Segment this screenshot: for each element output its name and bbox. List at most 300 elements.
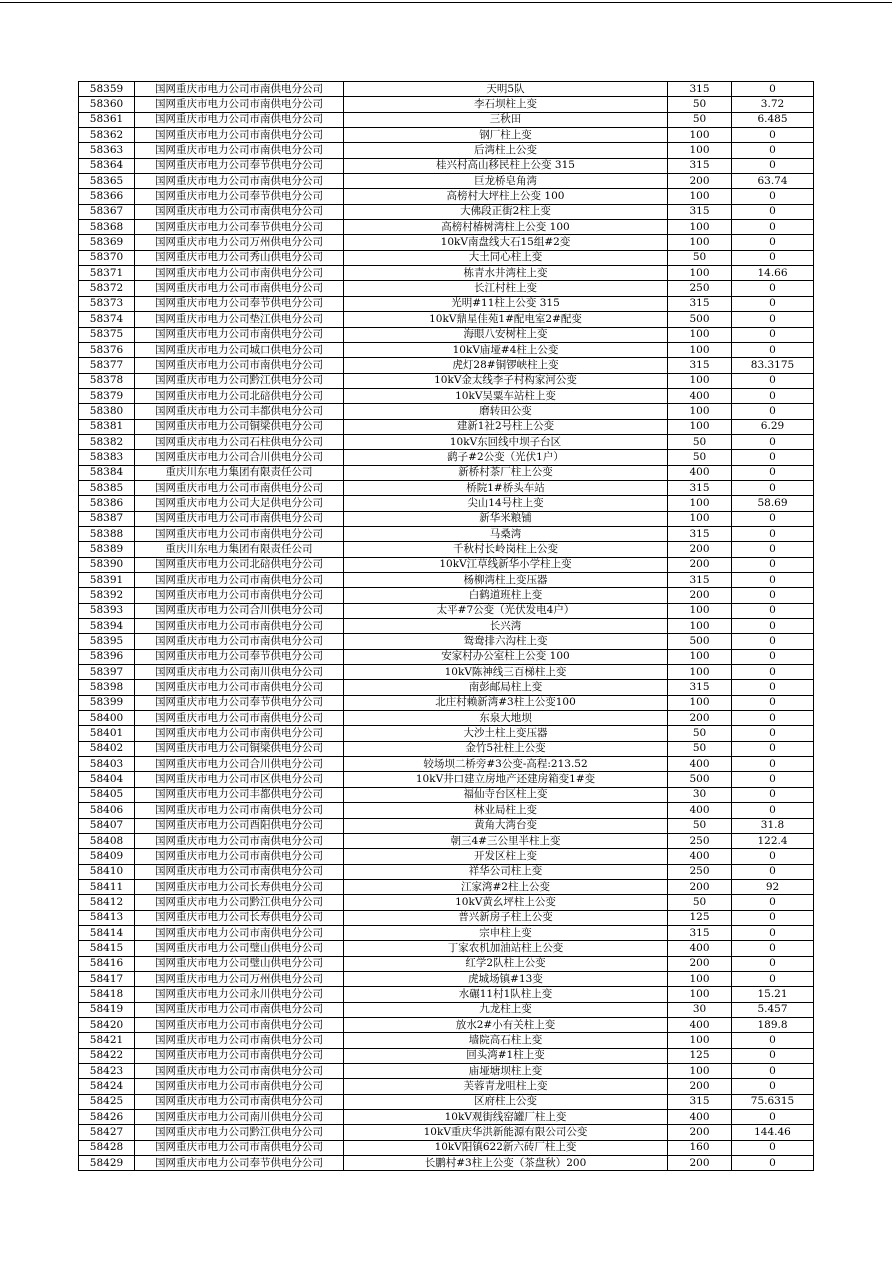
capacity-cell: 100 xyxy=(668,971,732,986)
transformer-name-cell: 北庄村赖新湾#3柱上公变100 xyxy=(344,695,668,710)
transformer-name-cell: 10kV东回线中坝子台区 xyxy=(344,434,668,449)
value-cell: 0 xyxy=(732,1110,814,1125)
table-row xyxy=(79,1125,814,1140)
transformer-name-cell: 白鹤道班柱上变 xyxy=(344,588,668,603)
transformer-name-cell: 开发区柱上变 xyxy=(344,849,668,864)
transformer-name-cell: 栋青水井湾柱上变 xyxy=(344,266,668,281)
value-cell: 58.69 xyxy=(732,496,814,511)
company-cell: 国网重庆市电力公司市南供电分公司 xyxy=(135,573,344,588)
table-row xyxy=(79,557,814,572)
transformer-name-cell: 建新1社2号柱上公变 xyxy=(344,419,668,434)
company-cell: 国网重庆市电力公司奉节供电分公司 xyxy=(135,189,344,204)
company-cell: 国网重庆市电力公司市南供电分公司 xyxy=(135,1064,344,1079)
transformer-name-cell: 10kV黄幺坪柱上公变 xyxy=(344,895,668,910)
value-cell: 31.8 xyxy=(732,818,814,833)
value-cell: 0 xyxy=(732,465,814,480)
company-cell: 国网重庆市电力公司丰都供电分公司 xyxy=(135,787,344,802)
table-row xyxy=(79,956,814,971)
row-id-cell: 58384 xyxy=(79,465,135,480)
row-id-cell: 58417 xyxy=(79,971,135,986)
capacity-cell: 400 xyxy=(668,757,732,772)
value-cell: 0 xyxy=(732,925,814,940)
row-id-cell: 58397 xyxy=(79,665,135,680)
company-cell: 国网重庆市电力公司黔江供电分公司 xyxy=(135,1125,344,1140)
capacity-cell: 100 xyxy=(668,189,732,204)
table-row xyxy=(79,1064,814,1079)
table-row xyxy=(79,112,814,127)
company-cell: 国网重庆市电力公司市南供电分公司 xyxy=(135,281,344,296)
capacity-cell: 315 xyxy=(668,925,732,940)
transformer-name-cell: 钢厂柱上变 xyxy=(344,128,668,143)
transformer-name-cell: 天明5队 xyxy=(344,82,668,97)
table-row xyxy=(79,1017,814,1032)
capacity-cell: 315 xyxy=(668,158,732,173)
company-cell: 国网重庆市电力公司市南供电分公司 xyxy=(135,112,344,127)
value-cell: 0 xyxy=(732,1156,814,1171)
capacity-cell: 200 xyxy=(668,1156,732,1171)
capacity-cell: 200 xyxy=(668,542,732,557)
transformer-name-cell: 宗申柱上变 xyxy=(344,925,668,940)
value-cell: 0 xyxy=(732,603,814,618)
value-cell: 0 xyxy=(732,388,814,403)
capacity-cell: 200 xyxy=(668,174,732,189)
table-row xyxy=(79,434,814,449)
row-id-cell: 58421 xyxy=(79,1033,135,1048)
transformer-name-cell: 鸳鸯排六沟柱上变 xyxy=(344,634,668,649)
table-row xyxy=(79,573,814,588)
table-row xyxy=(79,327,814,342)
row-id-cell: 58369 xyxy=(79,235,135,250)
capacity-cell: 315 xyxy=(668,296,732,311)
transformer-name-cell: 普兴新房子柱上公变 xyxy=(344,910,668,925)
value-cell: 6.29 xyxy=(732,419,814,434)
row-id-cell: 58422 xyxy=(79,1048,135,1063)
table-row xyxy=(79,787,814,802)
table-row xyxy=(79,480,814,495)
company-cell: 国网重庆市电力公司市南供电分公司 xyxy=(135,174,344,189)
row-id-cell: 58420 xyxy=(79,1017,135,1032)
table-row xyxy=(79,711,814,726)
row-id-cell: 58406 xyxy=(79,803,135,818)
capacity-cell: 50 xyxy=(668,741,732,756)
transformer-name-cell: 安家村办公室柱上公变 100 xyxy=(344,649,668,664)
transformer-name-cell: 丁家农机加油站柱上公变 xyxy=(344,941,668,956)
capacity-cell: 50 xyxy=(668,818,732,833)
table-row xyxy=(79,1140,814,1155)
value-cell: 83.3175 xyxy=(732,358,814,373)
value-cell: 92 xyxy=(732,879,814,894)
company-cell: 国网重庆市电力公司南川供电分公司 xyxy=(135,1110,344,1125)
table-row xyxy=(79,404,814,419)
value-cell: 63.74 xyxy=(732,174,814,189)
table-row xyxy=(79,1079,814,1094)
row-id-cell: 58419 xyxy=(79,1002,135,1017)
row-id-cell: 58387 xyxy=(79,511,135,526)
table-row xyxy=(79,941,814,956)
table-row xyxy=(79,220,814,235)
value-cell: 0 xyxy=(732,450,814,465)
value-cell: 0 xyxy=(732,511,814,526)
value-cell: 0 xyxy=(732,235,814,250)
table-row xyxy=(79,97,814,112)
transformer-name-cell: 鹞子#2公变（光伏1户） xyxy=(344,450,668,465)
company-cell: 国网重庆市电力公司奉节供电分公司 xyxy=(135,296,344,311)
transformer-name-cell: 桥院1#桥头车站 xyxy=(344,480,668,495)
transformer-name-cell: 10kV庙垭#4柱上公变 xyxy=(344,342,668,357)
transformer-name-cell: 金竹5社柱上公变 xyxy=(344,741,668,756)
company-cell: 国网重庆市电力公司黔江供电分公司 xyxy=(135,895,344,910)
value-cell: 0 xyxy=(732,864,814,879)
transformer-name-cell: 区府柱上公变 xyxy=(344,1094,668,1109)
capacity-cell: 50 xyxy=(668,97,732,112)
row-id-cell: 58398 xyxy=(79,680,135,695)
value-cell: 0 xyxy=(732,281,814,296)
table-row xyxy=(79,1002,814,1017)
transformer-name-cell: 较场坝二桥旁#3公变-高程:213.52 xyxy=(344,757,668,772)
table-row xyxy=(79,235,814,250)
table-row xyxy=(79,373,814,388)
value-cell: 0 xyxy=(732,342,814,357)
capacity-cell: 50 xyxy=(668,726,732,741)
value-cell: 0 xyxy=(732,1048,814,1063)
company-cell: 国网重庆市电力公司市南供电分公司 xyxy=(135,1140,344,1155)
company-cell: 国网重庆市电力公司市南供电分公司 xyxy=(135,864,344,879)
company-cell: 国网重庆市电力公司北碚供电分公司 xyxy=(135,557,344,572)
value-cell: 0 xyxy=(732,1033,814,1048)
row-id-cell: 58427 xyxy=(79,1125,135,1140)
row-id-cell: 58375 xyxy=(79,327,135,342)
capacity-cell: 30 xyxy=(668,787,732,802)
company-cell: 国网重庆市电力公司市南供电分公司 xyxy=(135,619,344,634)
company-cell: 国网重庆市电力公司合川供电分公司 xyxy=(135,757,344,772)
table-row xyxy=(79,189,814,204)
company-cell: 国网重庆市电力公司市南供电分公司 xyxy=(135,1094,344,1109)
transformer-name-cell: 长兴湾 xyxy=(344,619,668,634)
value-cell: 0 xyxy=(732,1064,814,1079)
row-id-cell: 58362 xyxy=(79,128,135,143)
company-cell: 国网重庆市电力公司长寿供电分公司 xyxy=(135,879,344,894)
value-cell: 0 xyxy=(732,910,814,925)
company-cell: 国网重庆市电力公司石柱供电分公司 xyxy=(135,434,344,449)
table-row xyxy=(79,296,814,311)
capacity-cell: 400 xyxy=(668,803,732,818)
company-cell: 国网重庆市电力公司万州供电分公司 xyxy=(135,971,344,986)
transformer-name-cell: 新华米粮铺 xyxy=(344,511,668,526)
row-id-cell: 58400 xyxy=(79,711,135,726)
value-cell: 0 xyxy=(732,711,814,726)
capacity-cell: 315 xyxy=(668,1094,732,1109)
table-row xyxy=(79,250,814,265)
capacity-cell: 50 xyxy=(668,434,732,449)
row-id-cell: 58405 xyxy=(79,787,135,802)
transformer-name-cell: 高榜村椿树湾柱上公变 100 xyxy=(344,220,668,235)
row-id-cell: 58410 xyxy=(79,864,135,879)
row-id-cell: 58409 xyxy=(79,849,135,864)
row-id-cell: 58390 xyxy=(79,557,135,572)
capacity-cell: 250 xyxy=(668,833,732,848)
value-cell: 0 xyxy=(732,680,814,695)
transformer-name-cell: 九龙柱上变 xyxy=(344,1002,668,1017)
transformer-name-cell: 庙垭塘坝柱上变 xyxy=(344,1064,668,1079)
row-id-cell: 58386 xyxy=(79,496,135,511)
value-cell: 0 xyxy=(732,665,814,680)
row-id-cell: 58411 xyxy=(79,879,135,894)
row-id-cell: 58425 xyxy=(79,1094,135,1109)
capacity-cell: 160 xyxy=(668,1140,732,1155)
company-cell: 重庆川东电力集团有限责任公司 xyxy=(135,465,344,480)
row-id-cell: 58429 xyxy=(79,1156,135,1171)
value-cell: 0 xyxy=(732,250,814,265)
capacity-cell: 125 xyxy=(668,1048,732,1063)
transformer-name-cell: 南彭邮局柱上变 xyxy=(344,680,668,695)
value-cell: 189.8 xyxy=(732,1017,814,1032)
table-row xyxy=(79,312,814,327)
company-cell: 国网重庆市电力公司市南供电分公司 xyxy=(135,266,344,281)
value-cell: 0 xyxy=(732,542,814,557)
row-id-cell: 58408 xyxy=(79,833,135,848)
transformer-name-cell: 千秋村长岭岗柱上公变 xyxy=(344,542,668,557)
table-row xyxy=(79,143,814,158)
capacity-cell: 100 xyxy=(668,404,732,419)
capacity-cell: 100 xyxy=(668,695,732,710)
transformer-name-cell: 芙蓉青龙咀柱上变 xyxy=(344,1079,668,1094)
value-cell: 3.72 xyxy=(732,97,814,112)
capacity-cell: 400 xyxy=(668,849,732,864)
capacity-cell: 200 xyxy=(668,956,732,971)
table-row xyxy=(79,358,814,373)
transformer-name-cell: 高榜村大坪柱上公变 100 xyxy=(344,189,668,204)
transformer-name-cell: 10kV陈神线三百梯柱上变 xyxy=(344,665,668,680)
value-cell: 75.6315 xyxy=(732,1094,814,1109)
table-row xyxy=(79,496,814,511)
capacity-cell: 100 xyxy=(668,649,732,664)
capacity-cell: 400 xyxy=(668,1017,732,1032)
row-id-cell: 58389 xyxy=(79,542,135,557)
row-id-cell: 58403 xyxy=(79,757,135,772)
company-cell: 国网重庆市电力公司合川供电分公司 xyxy=(135,603,344,618)
company-cell: 国网重庆市电力公司市南供电分公司 xyxy=(135,925,344,940)
transformer-name-cell: 李石坝柱上变 xyxy=(344,97,668,112)
transformer-name-cell: 虎灯28#铜锣峡柱上变 xyxy=(344,358,668,373)
value-cell: 0 xyxy=(732,649,814,664)
table-row xyxy=(79,465,814,480)
transformer-name-cell: 虎城场镇#13变 xyxy=(344,971,668,986)
row-id-cell: 58380 xyxy=(79,404,135,419)
table-row xyxy=(79,342,814,357)
row-id-cell: 58370 xyxy=(79,250,135,265)
company-cell: 国网重庆市电力公司秀山供电分公司 xyxy=(135,250,344,265)
company-cell: 国网重庆市电力公司市南供电分公司 xyxy=(135,634,344,649)
transformer-name-cell: 大沙土柱上变压器 xyxy=(344,726,668,741)
capacity-cell: 100 xyxy=(668,1033,732,1048)
company-cell: 国网重庆市电力公司市南供电分公司 xyxy=(135,1017,344,1032)
transformer-name-cell: 10kV鼎星佳苑1#配电室2#配变 xyxy=(344,312,668,327)
transformer-name-cell: 后湾柱上公变 xyxy=(344,143,668,158)
transformer-name-cell: 福仙寺台区柱上变 xyxy=(344,787,668,802)
capacity-cell: 200 xyxy=(668,588,732,603)
row-id-cell: 58394 xyxy=(79,619,135,634)
company-cell: 国网重庆市电力公司市区供电分公司 xyxy=(135,772,344,787)
capacity-cell: 200 xyxy=(668,1125,732,1140)
transformer-name-cell: 放水2#小有关柱上变 xyxy=(344,1017,668,1032)
transformer-name-cell: 尖山14号柱上变 xyxy=(344,496,668,511)
company-cell: 国网重庆市电力公司市南供电分公司 xyxy=(135,97,344,112)
transformer-name-cell: 杨柳湾柱上变压器 xyxy=(344,573,668,588)
value-cell: 122.4 xyxy=(732,833,814,848)
value-cell: 5.457 xyxy=(732,1002,814,1017)
company-cell: 国网重庆市电力公司奉节供电分公司 xyxy=(135,220,344,235)
transformer-name-cell: 10kV观街线窑罐厂柱上变 xyxy=(344,1110,668,1125)
value-cell: 0 xyxy=(732,158,814,173)
transformer-name-cell: 10kV江草线新华小学柱上变 xyxy=(344,557,668,572)
row-id-cell: 58363 xyxy=(79,143,135,158)
capacity-cell: 100 xyxy=(668,143,732,158)
company-cell: 国网重庆市电力公司市南供电分公司 xyxy=(135,1079,344,1094)
table-row xyxy=(79,419,814,434)
transformer-name-cell: 太平#7公变（光伏发电4户） xyxy=(344,603,668,618)
capacity-cell: 400 xyxy=(668,465,732,480)
company-cell: 国网重庆市电力公司市南供电分公司 xyxy=(135,1033,344,1048)
value-cell: 0 xyxy=(732,895,814,910)
capacity-cell: 100 xyxy=(668,603,732,618)
capacity-cell: 100 xyxy=(668,327,732,342)
row-id-cell: 58426 xyxy=(79,1110,135,1125)
capacity-cell: 100 xyxy=(668,511,732,526)
company-cell: 国网重庆市电力公司市南供电分公司 xyxy=(135,526,344,541)
row-id-cell: 58392 xyxy=(79,588,135,603)
row-id-cell: 58360 xyxy=(79,97,135,112)
company-cell: 国网重庆市电力公司奉节供电分公司 xyxy=(135,649,344,664)
capacity-cell: 400 xyxy=(668,1110,732,1125)
table-row xyxy=(79,849,814,864)
value-cell: 0 xyxy=(732,189,814,204)
capacity-cell: 200 xyxy=(668,879,732,894)
company-cell: 国网重庆市电力公司市南供电分公司 xyxy=(135,833,344,848)
row-id-cell: 58383 xyxy=(79,450,135,465)
transformer-name-cell: 新桥村茶厂柱上公变 xyxy=(344,465,668,480)
capacity-cell: 500 xyxy=(668,312,732,327)
table-row xyxy=(79,1094,814,1109)
transformer-name-cell: 10kV井口建立房地产还建房箱变1#变 xyxy=(344,772,668,787)
capacity-cell: 100 xyxy=(668,220,732,235)
capacity-cell: 50 xyxy=(668,895,732,910)
company-cell: 国网重庆市电力公司奉节供电分公司 xyxy=(135,1156,344,1171)
value-cell: 0 xyxy=(732,941,814,956)
transformer-name-cell: 10kV南盘线大石15组#2变 xyxy=(344,235,668,250)
table-row xyxy=(79,82,814,97)
table-row xyxy=(79,1156,814,1171)
table-row xyxy=(79,450,814,465)
value-cell: 0 xyxy=(732,803,814,818)
row-id-cell: 58404 xyxy=(79,772,135,787)
transformer-name-cell: 10kV金太线李子村构家河公变 xyxy=(344,373,668,388)
transformer-name-cell: 马桑湾 xyxy=(344,526,668,541)
table-row xyxy=(79,588,814,603)
table-row xyxy=(79,388,814,403)
company-cell: 国网重庆市电力公司市南供电分公司 xyxy=(135,358,344,373)
table-row xyxy=(79,971,814,986)
table-row xyxy=(79,128,814,143)
capacity-cell: 200 xyxy=(668,711,732,726)
capacity-cell: 400 xyxy=(668,388,732,403)
value-cell: 6.485 xyxy=(732,112,814,127)
table-row xyxy=(79,1033,814,1048)
company-cell: 国网重庆市电力公司市南供电分公司 xyxy=(135,128,344,143)
value-cell: 0 xyxy=(732,573,814,588)
capacity-cell: 100 xyxy=(668,619,732,634)
company-cell: 国网重庆市电力公司市南供电分公司 xyxy=(135,82,344,97)
table-row xyxy=(79,174,814,189)
table-row xyxy=(79,603,814,618)
transformer-name-cell: 红学2队柱上公变 xyxy=(344,956,668,971)
value-cell: 0 xyxy=(732,128,814,143)
company-cell: 国网重庆市电力公司铜梁供电分公司 xyxy=(135,419,344,434)
capacity-cell: 100 xyxy=(668,496,732,511)
row-id-cell: 58399 xyxy=(79,695,135,710)
table-row xyxy=(79,649,814,664)
transformer-name-cell: 长鹏村#3柱上公变（茶盘秋）200 xyxy=(344,1156,668,1171)
transformer-name-cell: 回头湾#1柱上变 xyxy=(344,1048,668,1063)
capacity-cell: 100 xyxy=(668,128,732,143)
company-cell: 国网重庆市电力公司黔江供电分公司 xyxy=(135,373,344,388)
capacity-cell: 50 xyxy=(668,112,732,127)
value-cell: 0 xyxy=(732,772,814,787)
row-id-cell: 58368 xyxy=(79,220,135,235)
company-cell: 国网重庆市电力公司市南供电分公司 xyxy=(135,803,344,818)
transformer-name-cell: 林业局柱上变 xyxy=(344,803,668,818)
row-id-cell: 58359 xyxy=(79,82,135,97)
row-id-cell: 58391 xyxy=(79,573,135,588)
row-id-cell: 58382 xyxy=(79,434,135,449)
value-cell: 0 xyxy=(732,1140,814,1155)
value-cell: 0 xyxy=(732,726,814,741)
capacity-cell: 100 xyxy=(668,665,732,680)
value-cell: 0 xyxy=(732,634,814,649)
row-id-cell: 58374 xyxy=(79,312,135,327)
table-row xyxy=(79,895,814,910)
table-row xyxy=(79,634,814,649)
transformer-name-cell: 水碾11村1队柱上变 xyxy=(344,987,668,1002)
company-cell: 国网重庆市电力公司市南供电分公司 xyxy=(135,680,344,695)
row-id-cell: 58366 xyxy=(79,189,135,204)
company-cell: 国网重庆市电力公司市南供电分公司 xyxy=(135,327,344,342)
table-row xyxy=(79,910,814,925)
company-cell: 国网重庆市电力公司市南供电分公司 xyxy=(135,480,344,495)
capacity-cell: 250 xyxy=(668,864,732,879)
transformer-name-cell: 东泉大地坝 xyxy=(344,711,668,726)
transformer-name-cell: 海眼八安树柱上变 xyxy=(344,327,668,342)
row-id-cell: 58401 xyxy=(79,726,135,741)
capacity-cell: 100 xyxy=(668,1064,732,1079)
transformer-name-cell: 巨龙桥皂角湾 xyxy=(344,174,668,189)
table-row xyxy=(79,726,814,741)
capacity-cell: 200 xyxy=(668,557,732,572)
row-id-cell: 58414 xyxy=(79,925,135,940)
value-cell: 0 xyxy=(732,971,814,986)
company-cell: 国网重庆市电力公司市南供电分公司 xyxy=(135,726,344,741)
table-row xyxy=(79,925,814,940)
company-cell: 国网重庆市电力公司垫江供电分公司 xyxy=(135,312,344,327)
transformer-name-cell: 10kV阳镇622新六砖厂柱上变 xyxy=(344,1140,668,1155)
table-row xyxy=(79,1110,814,1125)
value-cell: 0 xyxy=(732,204,814,219)
capacity-cell: 315 xyxy=(668,480,732,495)
table-row xyxy=(79,542,814,557)
row-id-cell: 58388 xyxy=(79,526,135,541)
table-row xyxy=(79,695,814,710)
company-cell: 国网重庆市电力公司市南供电分公司 xyxy=(135,143,344,158)
row-id-cell: 58373 xyxy=(79,296,135,311)
